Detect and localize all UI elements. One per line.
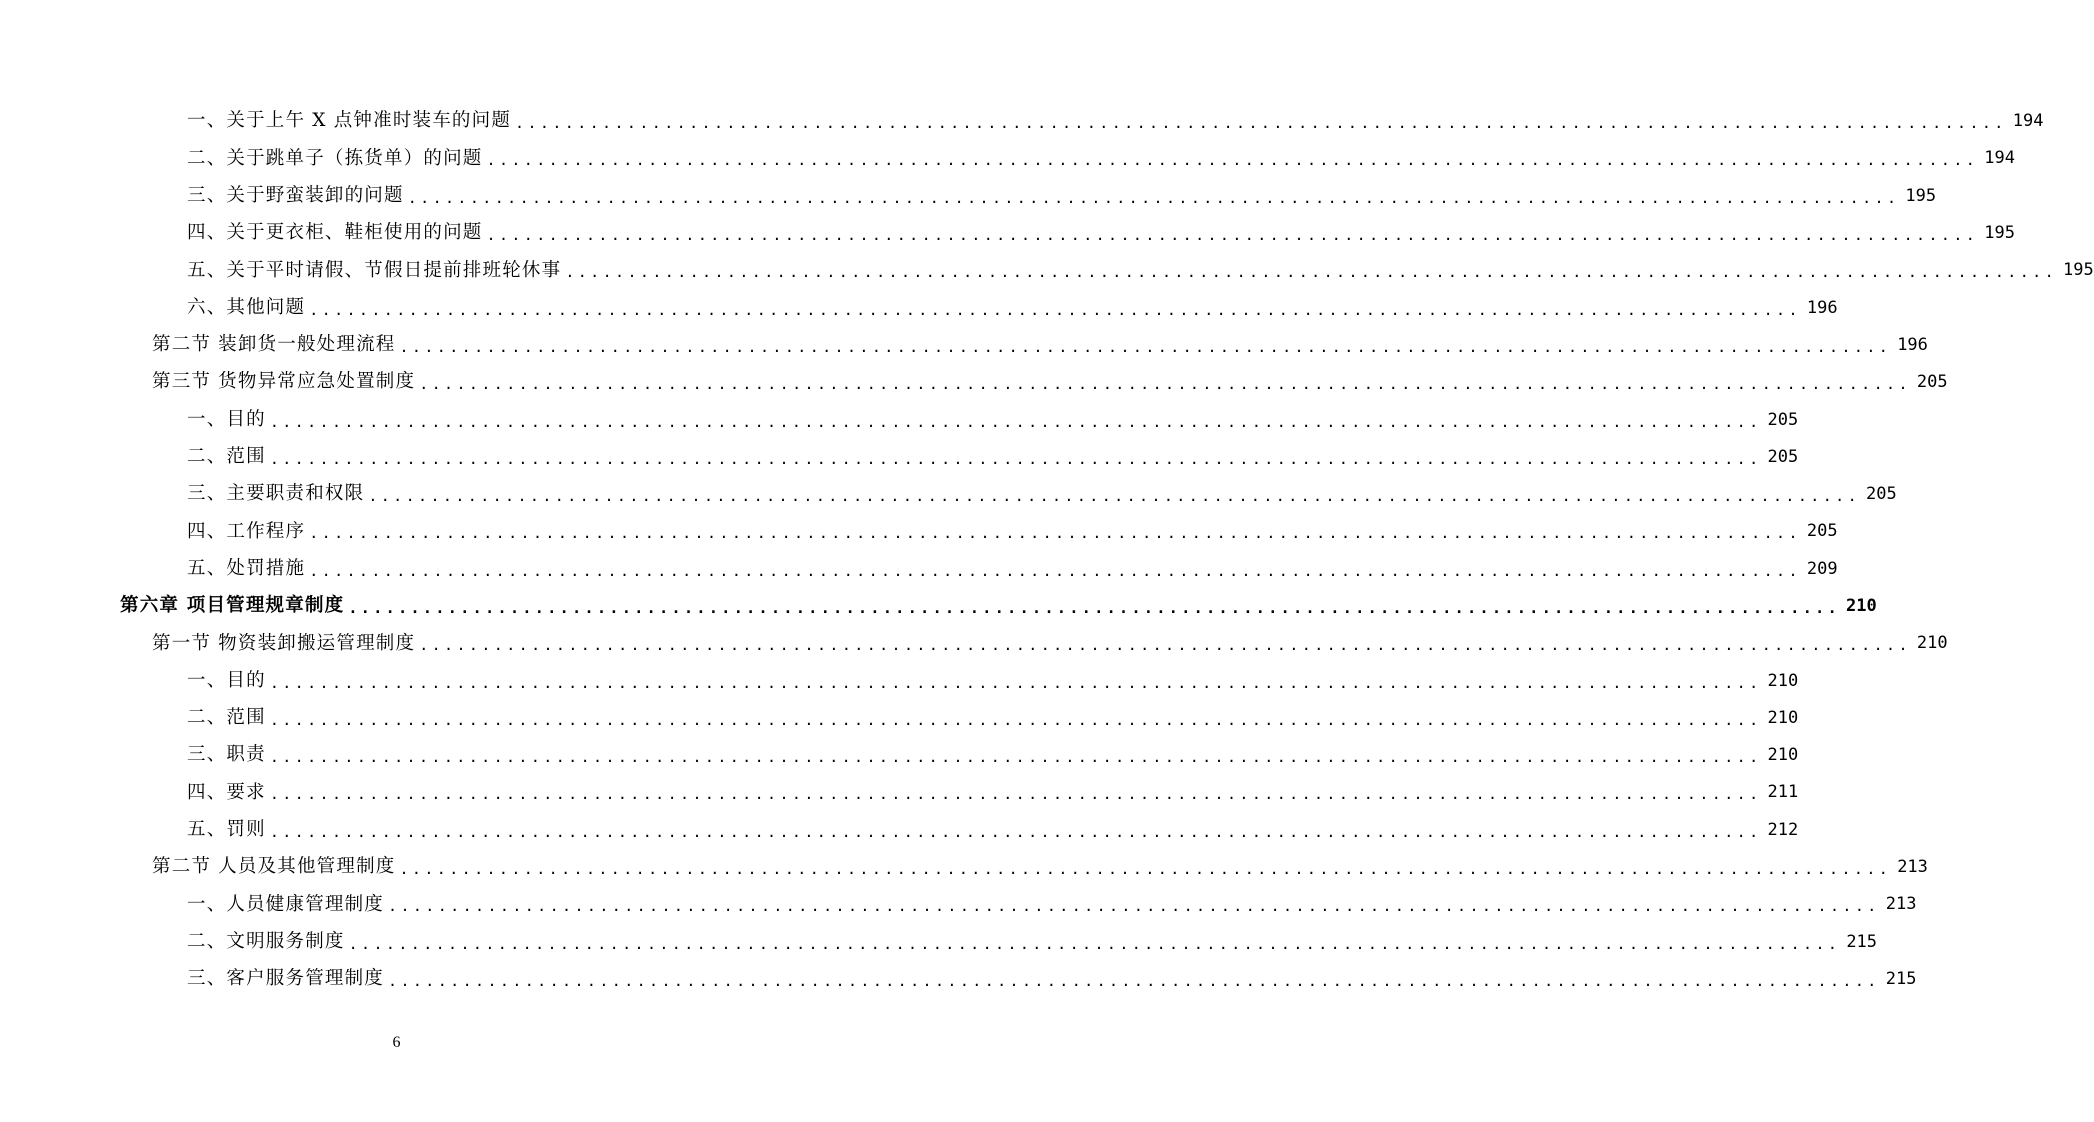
toc-entry-label: 二、关于跳单子（拣货单）的问题 [187, 147, 483, 169]
dot-leader: ........................................................................................................................ [388, 897, 1880, 916]
toc-section-row[interactable] [0, 625, 1948, 662]
dot-leader: ........................................................................................................................ [419, 375, 1911, 394]
toc-entry-label: 五、处罚措施 [187, 557, 306, 579]
dot-leader: ........................................................................................................................ [269, 673, 1762, 692]
toc-entry[interactable] [187, 669, 1799, 692]
toc-entry-page: 205 [1866, 484, 1897, 505]
dot-leader: ........................................................................................................................ [269, 785, 1762, 804]
toc-subsection-row[interactable] [0, 812, 1799, 849]
toc-entry[interactable] [187, 819, 1799, 841]
toc-entry-label: 四、关于更衣柜、鞋柜使用的问题 [187, 222, 483, 244]
dot-leader: ........................................................................................................................ [419, 636, 1911, 655]
toc-entry[interactable] [120, 595, 1877, 617]
dot-leader: ........................................................................................................................ [407, 188, 1900, 207]
toc-subsection-row[interactable] [0, 737, 1799, 774]
toc-entry-label: 一、目的 [187, 669, 266, 691]
toc-entry-label: 第一节 物资装卸搬运管理制度 [152, 632, 416, 654]
toc-entry-page: 215 [1885, 968, 1917, 989]
toc-entry[interactable] [187, 259, 2094, 282]
dot-leader: ........................................................................................................................ [309, 524, 1801, 543]
dot-leader: ........................................................................................................................ [399, 860, 1892, 879]
toc-entry-label: 二、文明服务制度 [187, 930, 345, 952]
toc-entry-page: 209 [1806, 558, 1838, 579]
toc-entry[interactable] [152, 856, 1928, 879]
dot-leader: ........................................................................................................................ [515, 114, 2007, 133]
toc-entry[interactable] [152, 371, 1948, 394]
toc-entry-label: 二、范围 [187, 707, 266, 729]
toc-subsection-row[interactable] [0, 774, 1799, 811]
toc-chapter-row[interactable] [0, 588, 1877, 625]
dot-leader: ........................................................................................................................ [368, 487, 1861, 506]
toc-section-row[interactable] [0, 364, 1948, 401]
dot-leader: ........................................................................................................................ [348, 934, 1841, 953]
dot-leader: ........................................................................................................................ [269, 710, 1762, 729]
toc-entry-label: 第六章 项目管理规章制度 [120, 595, 345, 617]
toc-subsection-row[interactable] [0, 178, 1937, 215]
toc-entry-page: 210 [1846, 596, 1877, 616]
toc-entry-label: 一、目的 [187, 408, 266, 430]
toc-subsection-row[interactable] [0, 886, 1917, 923]
toc-entry-page: 210 [1767, 745, 1799, 766]
toc-subsection-row[interactable] [0, 924, 1878, 961]
toc-subsection-row[interactable] [0, 103, 2044, 140]
toc-entry[interactable] [187, 557, 1838, 580]
toc-entry[interactable] [187, 520, 1838, 543]
toc-subsection-row[interactable] [0, 439, 1799, 476]
dot-leader: ........................................................................................................................ [269, 449, 1762, 468]
page-number: 6 [392, 1034, 401, 1051]
toc-entry-page: 213 [1897, 857, 1928, 878]
toc-entry-label: 一、关于上午 X 点钟准时装车的问题 [187, 110, 512, 132]
toc-subsection-row[interactable] [0, 215, 2015, 252]
toc-entry-page: 210 [1916, 633, 1948, 654]
toc-subsection-row[interactable] [0, 700, 1799, 737]
toc-subsection-row[interactable] [0, 252, 2094, 289]
toc-entry-page: 196 [1897, 334, 1928, 355]
toc-entry-page: 205 [1916, 372, 1948, 393]
toc-entry[interactable] [187, 408, 1799, 431]
toc-entry-label: 一、人员健康管理制度 [187, 893, 385, 915]
toc-entry-label: 六、其他问题 [187, 296, 306, 318]
toc-subsection-row[interactable] [0, 476, 1897, 513]
toc-entry-page: 211 [1767, 782, 1799, 803]
toc-subsection-row[interactable] [0, 513, 1838, 550]
toc-entry-label: 四、工作程序 [187, 520, 306, 542]
toc-entry[interactable] [187, 110, 2044, 133]
toc-entry-label: 四、要求 [187, 781, 266, 803]
toc-subsection-row[interactable] [0, 961, 1917, 998]
dot-leader: ........................................................................................................................ [269, 822, 1762, 841]
toc-entry-page: 194 [2012, 111, 2044, 132]
toc-entry-page: 194 [1984, 148, 2015, 169]
toc-entry[interactable] [187, 296, 1838, 319]
toc-entry-label: 三、客户服务管理制度 [187, 968, 385, 990]
toc-entry-label: 二、范围 [187, 446, 266, 468]
toc-subsection-row[interactable] [0, 140, 2015, 177]
toc-entry[interactable] [187, 781, 1799, 804]
dot-leader: ........................................................................................................................ [399, 337, 1892, 356]
toc-entry[interactable] [187, 930, 1878, 953]
toc-entry-page: 195 [1905, 185, 1937, 206]
toc-entry[interactable] [187, 446, 1799, 468]
toc-entry-page: 195 [1984, 223, 2015, 244]
dot-leader: ........................................................................................................................ [486, 151, 1979, 170]
toc-entry-label: 三、主要职责和权限 [187, 483, 365, 505]
dot-leader: ........................................................................................................................ [269, 748, 1762, 767]
toc-entry-page: 210 [1767, 707, 1799, 728]
toc-entry-page: 205 [1767, 446, 1799, 467]
toc-entry-page: 213 [1885, 894, 1917, 915]
toc-entry[interactable] [187, 184, 1937, 207]
toc-entry[interactable] [152, 334, 1928, 356]
toc-subsection-row[interactable] [0, 662, 1799, 699]
dot-leader: ........................................................................................................................ [309, 300, 1801, 319]
toc-entry-page: 205 [1806, 521, 1838, 542]
toc-entry[interactable] [187, 744, 1799, 767]
toc-entry-label: 三、职责 [187, 744, 266, 766]
toc-section-row[interactable] [0, 327, 1928, 364]
toc-entry-label: 五、关于平时请假、节假日提前排班轮休事 [187, 259, 562, 281]
toc-entry[interactable] [187, 483, 1897, 506]
toc-entry-label: 五、罚则 [187, 819, 266, 841]
toc-entry-page: 210 [1767, 670, 1799, 691]
toc-entry-page: 195 [2063, 260, 2094, 281]
toc-entry[interactable] [187, 222, 2015, 245]
toc-entry-label: 第三节 货物异常应急处置制度 [152, 371, 416, 393]
dot-leader: ........................................................................................................................ [486, 226, 1979, 245]
toc-entry[interactable] [187, 147, 2015, 170]
toc-entry[interactable] [187, 707, 1799, 729]
toc-subsection-row[interactable] [0, 289, 1838, 326]
toc-section-row[interactable] [0, 849, 1928, 886]
toc-entry-page: 215 [1846, 931, 1878, 952]
toc-subsection-row[interactable] [0, 401, 1799, 438]
toc-entry-page: 205 [1767, 409, 1799, 430]
dot-leader: ........................................................................................................................ [388, 971, 1880, 990]
dot-leader: ........................................................................................................................ [269, 412, 1762, 431]
dot-leader: ........................................................................................................................ [348, 599, 1841, 617]
toc-entry-label: 三、关于野蛮装卸的问题 [187, 184, 404, 206]
toc-entry-label: 第二节 装卸货一般处理流程 [152, 334, 396, 356]
toc-entry[interactable] [187, 968, 1917, 990]
toc-entry-label: 第二节 人员及其他管理制度 [152, 856, 396, 878]
table-of-contents [0, 103, 2094, 998]
dot-leader: ........................................................................................................................ [309, 561, 1801, 580]
toc-entry[interactable] [152, 632, 1948, 655]
toc-subsection-row[interactable] [0, 551, 1838, 588]
toc-entry[interactable] [187, 893, 1917, 916]
toc-entry-page: 196 [1806, 297, 1838, 318]
dot-leader: ........................................................................................................................ [565, 263, 2058, 282]
toc-entry-page: 212 [1767, 819, 1799, 840]
